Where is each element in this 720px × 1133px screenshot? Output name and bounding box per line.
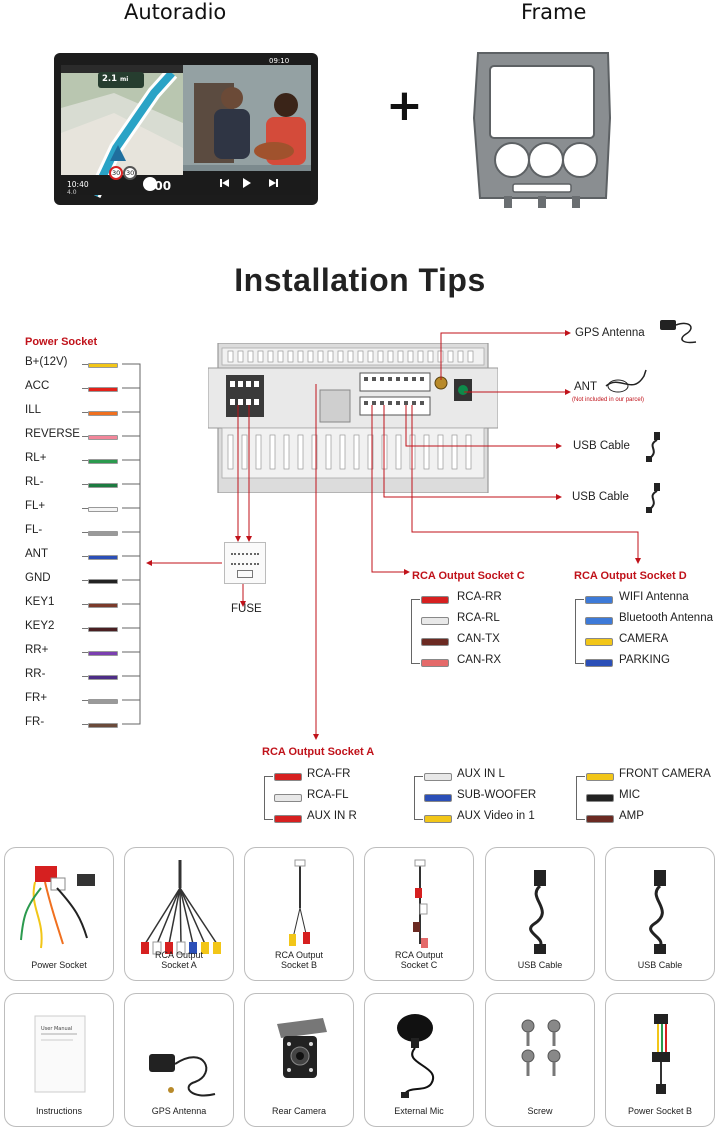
power-pin-label: KEY1 <box>25 596 55 608</box>
wire-color-swatch <box>88 411 118 416</box>
bracket <box>575 599 584 664</box>
accessory-image <box>5 848 115 960</box>
accessory-card <box>4 847 114 981</box>
accessory-label: Power Socket B <box>627 1106 693 1116</box>
gps-antenna-icon <box>656 314 702 348</box>
wire-color-swatch <box>88 387 118 392</box>
accessory-image <box>245 994 355 1106</box>
accessory-image <box>606 848 716 960</box>
power-pin-label: RR+ <box>25 644 49 656</box>
power-pin-label: B+(12V) <box>25 356 68 368</box>
socket-item-label: MIC <box>619 789 641 801</box>
accessory-image <box>606 994 716 1106</box>
plug-swatch <box>421 596 449 604</box>
accessory-card <box>244 993 354 1127</box>
accessory-label: GPS Antenna <box>151 1106 207 1116</box>
accessory-image <box>125 994 235 1106</box>
ant-label: ANT <box>574 381 597 393</box>
bracket <box>264 776 273 820</box>
accessory-card <box>605 847 715 981</box>
speed-limit-2: 30 <box>126 169 135 177</box>
socket-c-title: RCA Output Socket C <box>412 570 525 582</box>
accessory-image <box>365 848 475 960</box>
plug-swatch <box>274 794 302 802</box>
accessory-label: Power Socket <box>31 960 87 970</box>
socket-item-label: PARKING <box>619 654 670 666</box>
plug-swatch <box>424 794 452 802</box>
accessory-label: USB Cable <box>517 960 563 970</box>
accessory-label: Rear Camera <box>271 1106 327 1116</box>
ant-cable-icon <box>600 366 650 398</box>
usb-cable-label-2: USB Cable <box>572 491 629 503</box>
fuse-label: FUSE <box>231 603 262 615</box>
wire-color-swatch <box>88 459 118 464</box>
socket-item-label: CAN-RX <box>457 654 502 666</box>
power-pin-label: ILL <box>25 404 41 416</box>
wire-color-swatch <box>88 483 118 488</box>
accessory-label: RCA Output Socket B <box>274 950 324 970</box>
accessory-card <box>485 993 595 1127</box>
plug-swatch <box>586 794 614 802</box>
clock-sub: 4.0 <box>67 189 77 196</box>
gps-antenna-label: GPS Antenna <box>575 327 645 339</box>
wire-color-swatch <box>88 579 118 584</box>
accessory-image <box>486 848 596 960</box>
wire-color-swatch <box>88 699 118 704</box>
nav-distance: 2.1 mi <box>102 74 129 84</box>
plug-swatch <box>585 659 613 667</box>
plug-swatch <box>424 773 452 781</box>
bracket <box>411 599 420 664</box>
socket-item-label: WIFI Antenna <box>619 591 689 603</box>
plug-swatch <box>421 617 449 625</box>
wire-color-swatch <box>88 507 118 512</box>
power-pin-label: FL- <box>25 524 43 536</box>
plug-swatch <box>585 617 613 625</box>
power-pin-label: REVERSE <box>25 428 80 440</box>
power-pin-label: RR- <box>25 668 46 680</box>
plus-sign: + <box>386 80 423 131</box>
accessory-label: USB Cable <box>637 960 683 970</box>
usb-cable-label-1: USB Cable <box>573 440 630 452</box>
accessory-image <box>365 994 475 1106</box>
socket-item-label: RCA-FL <box>307 789 349 801</box>
wire-color-swatch <box>88 723 118 728</box>
speed-value: 800 <box>146 179 172 193</box>
socket-item-label: RCA-RR <box>457 591 502 603</box>
manual-text: User Manual <box>41 1026 73 1032</box>
socket-d-title: RCA Output Socket D <box>574 570 687 582</box>
socket-item-label: AUX IN R <box>307 810 357 822</box>
accessory-card <box>124 847 234 981</box>
plug-swatch <box>585 596 613 604</box>
power-pin-label: RL- <box>25 476 44 488</box>
plug-swatch <box>585 638 613 646</box>
wire-color-swatch <box>88 555 118 560</box>
plug-swatch <box>421 638 449 646</box>
accessory-label: Screw <box>527 1106 553 1116</box>
accessory-card <box>605 993 715 1127</box>
status-time: 09:10 <box>269 57 290 65</box>
plug-swatch <box>586 815 614 823</box>
frame-label: Frame <box>521 0 587 24</box>
power-pin-label: GND <box>25 572 51 584</box>
plug-swatch <box>424 815 452 823</box>
socket-item-label: AMP <box>619 810 644 822</box>
accessory-card <box>244 847 354 981</box>
socket-item-label: AUX IN L <box>457 768 505 780</box>
socket-item-label: CAMERA <box>619 633 669 645</box>
accessory-label: RCA Output Socket A <box>154 950 204 970</box>
wire-color-swatch <box>88 603 118 608</box>
accessory-image <box>5 994 115 1106</box>
wire-color-swatch <box>88 531 118 536</box>
power-pin-label: FR- <box>25 716 45 728</box>
autoradio-label: Autoradio <box>124 0 227 24</box>
accessory-label: RCA Output Socket C <box>394 950 444 970</box>
clock-time: 10:40 <box>67 180 89 189</box>
power-pin-label: FL+ <box>25 500 46 512</box>
socket-item-label: SUB-WOOFER <box>457 789 537 801</box>
fuse-box <box>224 542 266 584</box>
power-pin-label: ANT <box>25 548 48 560</box>
wire-color-swatch <box>88 627 118 632</box>
socket-item-label: Bluetooth Antenna <box>619 612 713 624</box>
wire-color-swatch <box>88 675 118 680</box>
power-pin-label: RL+ <box>25 452 47 464</box>
accessory-image <box>245 848 355 960</box>
power-socket-title: Power Socket <box>25 336 98 348</box>
usb-cable-icon-1 <box>640 430 668 464</box>
plug-swatch <box>421 659 449 667</box>
accessory-card <box>364 847 474 981</box>
power-pin-label: KEY2 <box>25 620 55 632</box>
plug-swatch <box>274 773 302 781</box>
accessory-image <box>125 848 235 960</box>
section-title: Installation Tips <box>234 262 486 298</box>
accessory-label: Instructions <box>35 1106 83 1116</box>
accessory-image <box>486 994 596 1106</box>
wire-color-swatch <box>88 435 118 440</box>
socket-item-label: FRONT CAMERA <box>619 768 711 780</box>
usb-cable-icon-2 <box>640 481 668 515</box>
socket-item-label: AUX Video in 1 <box>457 810 535 822</box>
accessory-card <box>4 993 114 1127</box>
bracket <box>414 776 423 820</box>
power-pin-label: FR+ <box>25 692 48 704</box>
accessory-card <box>485 847 595 981</box>
socket-item-label: CAN-TX <box>457 633 500 645</box>
plug-swatch <box>274 815 302 823</box>
plug-swatch <box>586 773 614 781</box>
accessory-label: External Mic <box>394 1106 444 1116</box>
socket-item-label: RCA-FR <box>307 768 351 780</box>
accessory-card <box>124 993 234 1127</box>
wire-color-swatch <box>88 363 118 368</box>
socket-a-title: RCA Output Socket A <box>262 746 375 758</box>
power-pin-label: ACC <box>25 380 50 392</box>
speed-limit-1: 30 <box>112 169 121 177</box>
socket-item-label: RCA-RL <box>457 612 500 624</box>
accessory-card <box>364 993 474 1127</box>
wire-color-swatch <box>88 651 118 656</box>
bracket <box>576 776 585 820</box>
ant-note: (Not included in our parcel) <box>572 397 645 403</box>
